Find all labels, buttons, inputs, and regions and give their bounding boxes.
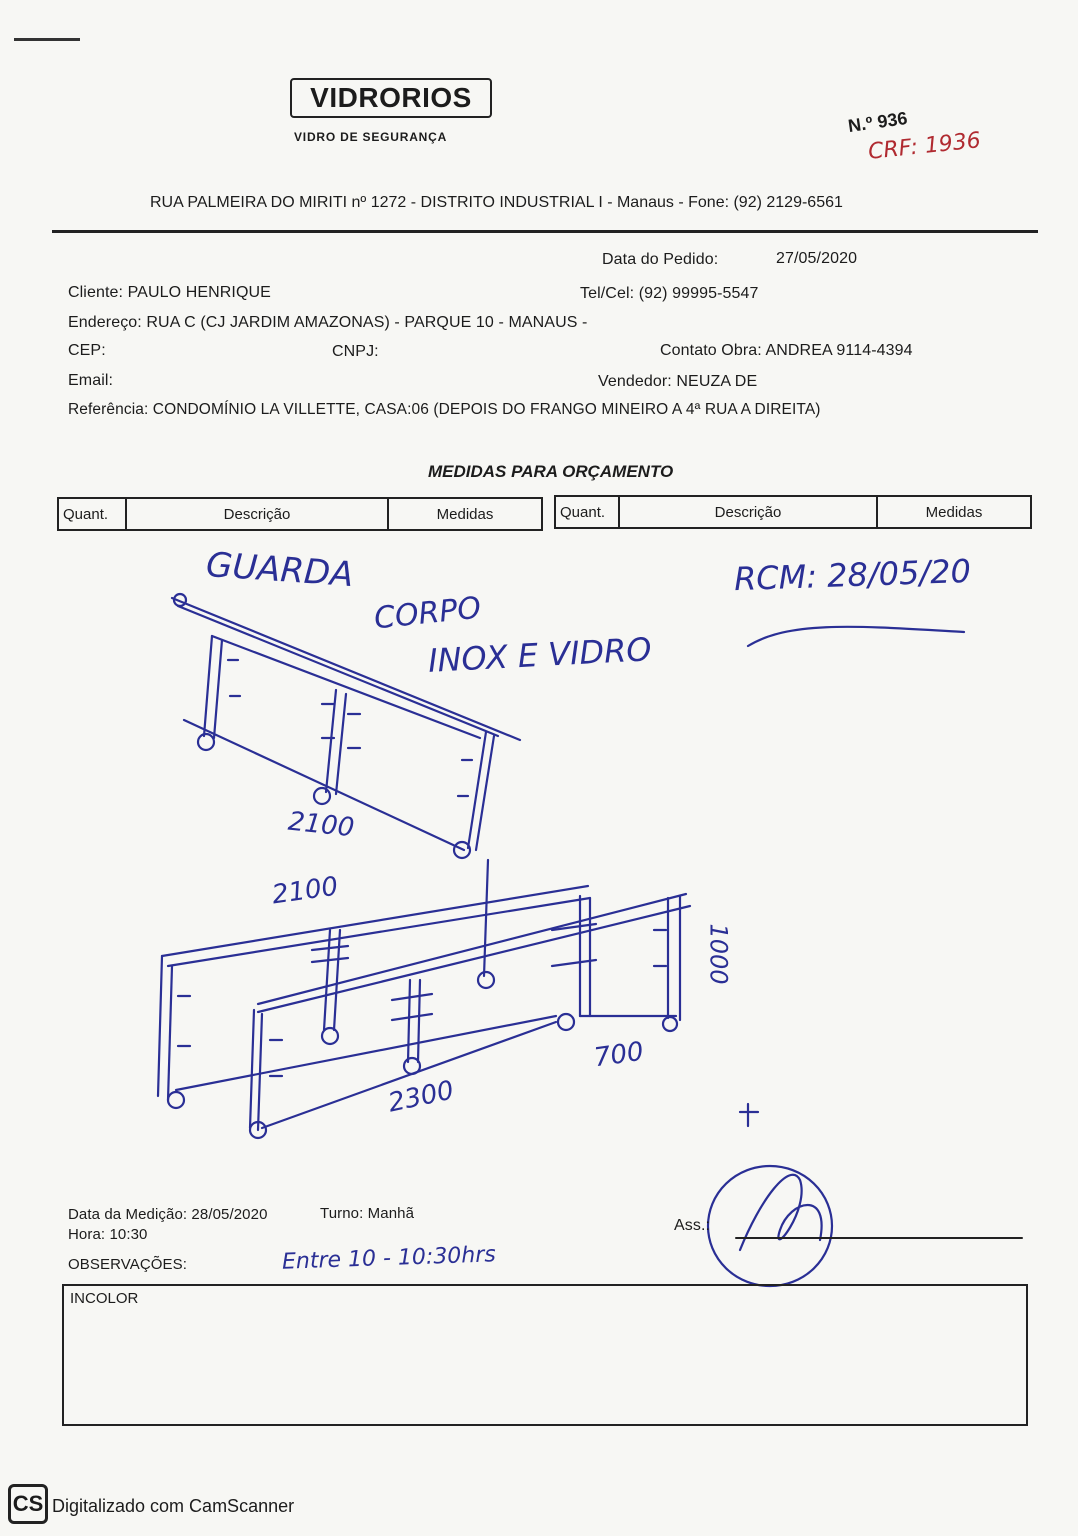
client-address: Endereço: RUA C (CJ JARDIM AMAZONAS) - PARQUE 10 - MANAUS - <box>68 314 588 331</box>
company-address: RUA PALMEIRA DO MIRITI nº 1272 - DISTRITO INDUSTRIAL I - Manaus - Fone: (92) 2129-6561 <box>150 194 843 211</box>
measure-hour: Hora: 10:30 <box>68 1226 148 1243</box>
company-tagline: VIDRO DE SEGURANÇA <box>294 130 448 144</box>
dimension-1000: 1000 <box>704 923 733 985</box>
company-logo: VIDRORIOS <box>290 78 492 118</box>
email-field: Email: <box>68 372 114 389</box>
handwritten-ref: CRF: 1936 <box>867 128 982 165</box>
observations-handwritten: Entre 10 - 10:30hrs <box>281 1242 497 1275</box>
cep-field: CEP: <box>68 342 106 359</box>
camscanner-logo: CS <box>8 1484 48 1524</box>
col-quant: Quant. <box>555 496 619 528</box>
client-phone: Tel/Cel: (92) 99995-5547 <box>580 285 759 302</box>
order-date-value: 27/05/2020 <box>776 250 858 267</box>
measure-date: Data da Medição: 28/05/2020 <box>68 1206 268 1223</box>
measure-shift: Turno: Manhã <box>320 1205 415 1222</box>
col-description: Descrição <box>126 498 388 530</box>
col-quant: Quant. <box>58 498 126 530</box>
measures-title: MEDIDAS PARA ORÇAMENTO <box>428 462 674 481</box>
observations-text: INCOLOR <box>70 1290 139 1307</box>
order-date-label: Data do Pedido: <box>602 251 719 268</box>
reference-field: Referência: CONDOMÍNIO LA VILLETTE, CASA:06 (DEPOIS DO FRANGO MINEIRO A 4ª RUA A DIREITA) <box>68 401 821 418</box>
signature-label: Ass.: <box>674 1217 711 1234</box>
cnpj-field: CNPJ: <box>332 343 379 360</box>
camscanner-text: Digitalizado com CamScanner <box>52 1496 295 1516</box>
dimension-2100-upper: 2100 <box>286 806 356 844</box>
client-name: Cliente: PAULO HENRIQUE <box>68 284 271 301</box>
note-guarda: GUARDA <box>204 544 355 596</box>
note-inox-vidro: INOX E VIDRO <box>427 630 653 680</box>
col-description: Descrição <box>619 496 877 528</box>
col-measures: Medidas <box>877 496 1031 528</box>
note-rcm-date: RCM: 28/05/20 <box>733 551 972 599</box>
site-contact: Contato Obra: ANDREA 9114-4394 <box>660 342 913 359</box>
col-measures: Medidas <box>388 498 542 530</box>
dimension-2300: 2300 <box>385 1075 457 1119</box>
dimension-2100-lower: 2100 <box>270 871 340 911</box>
order-number: N.º 936 <box>846 107 909 137</box>
observations-label: OBSERVAÇÕES: <box>68 1256 188 1273</box>
note-corpo: CORPO <box>372 590 483 637</box>
dimension-700: 700 <box>592 1036 646 1074</box>
observations-box <box>62 1284 1028 1426</box>
seller-field: Vendedor: NEUZA DE <box>598 373 758 390</box>
